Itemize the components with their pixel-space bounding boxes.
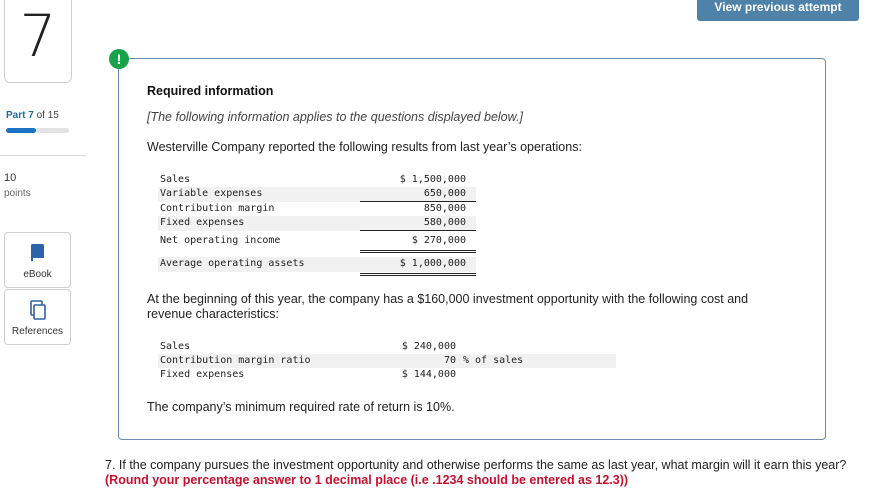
- table-row: [158, 354, 616, 368]
- part-of: of 15: [36, 110, 59, 121]
- total-double-rule: [360, 250, 476, 251]
- table-row: [158, 216, 476, 231]
- table-row: [158, 234, 476, 249]
- question-text: 7. If the company pursues the investment opportunity and otherwise performs the same as last year, what margin will it earn this year?: [105, 458, 847, 472]
- row-label: Average operating assets: [160, 258, 305, 269]
- references-icon: [5, 300, 70, 325]
- table-row: [158, 173, 476, 188]
- ebook-label: eBook: [23, 269, 52, 280]
- row-label: Variable expenses: [160, 188, 263, 199]
- question-instruction: (Round your percentage answer to 1 decimal place (i.e .1234 should be entered as 12.3)): [105, 473, 629, 487]
- row-value: $ 144,000: [401, 369, 456, 380]
- points-value: 10: [4, 172, 17, 184]
- question-number-box: [4, 0, 72, 83]
- table-row: [158, 202, 476, 217]
- row-label: Sales: [160, 341, 191, 352]
- part-progress-fill: [6, 128, 36, 133]
- points-label: points: [4, 188, 31, 199]
- book-icon: [5, 243, 70, 268]
- part-indicator: [6, 110, 59, 121]
- row-label: Net operating income: [160, 235, 281, 246]
- required-information-note: [The following information applies to the questions displayed below.]: [147, 110, 523, 124]
- row-label: Sales: [160, 174, 191, 185]
- row-label: Contribution margin ratio: [160, 355, 311, 366]
- view-previous-attempt-button[interactable]: View previous attempt: [697, 0, 859, 21]
- question-number: 7: [19, 2, 57, 70]
- operations-intro: Westerville Company reported the following results from last year’s operations:: [147, 140, 582, 154]
- question-prompt: [105, 458, 855, 488]
- row-value: 850,000: [423, 203, 466, 214]
- row-value: $ 1,500,000: [399, 174, 466, 185]
- row-unit: % of sales: [463, 355, 524, 366]
- opportunity-text: At the beginning of this year, the company has a $160,000 investment opportunity with the following cost and revenue characteristics:: [147, 292, 749, 321]
- references-button[interactable]: [4, 289, 71, 345]
- row-value: 650,000: [423, 188, 466, 199]
- part-current: 7: [28, 110, 34, 121]
- row-value: 580,000: [423, 217, 466, 228]
- row-value: $ 1,000,000: [399, 258, 466, 269]
- minimum-rate-text: The company’s minimum required rate of return is 10%.: [147, 400, 455, 414]
- ebook-button[interactable]: [4, 232, 71, 288]
- table-row: [158, 257, 476, 272]
- total-double-rule: [360, 273, 476, 274]
- row-value: 70: [443, 355, 456, 366]
- total-double-rule: [360, 275, 476, 276]
- part-prefix: Part: [6, 110, 26, 121]
- subtotal-rule: [360, 230, 476, 231]
- references-label: References: [11, 326, 64, 337]
- sidebar-divider: [0, 155, 86, 156]
- alert-icon: !: [109, 49, 129, 69]
- row-value: $ 240,000: [401, 341, 456, 352]
- table-row: [158, 187, 476, 202]
- row-label: Fixed expenses: [160, 369, 245, 380]
- required-information-title: Required information: [147, 84, 274, 98]
- part-progress-bar: [6, 128, 69, 133]
- table-row: [158, 340, 616, 354]
- row-label: Contribution margin: [160, 203, 275, 214]
- row-label: Fixed expenses: [160, 217, 245, 228]
- total-double-rule: [360, 252, 476, 253]
- table-row: [158, 368, 616, 382]
- row-value: $ 270,000: [411, 235, 466, 246]
